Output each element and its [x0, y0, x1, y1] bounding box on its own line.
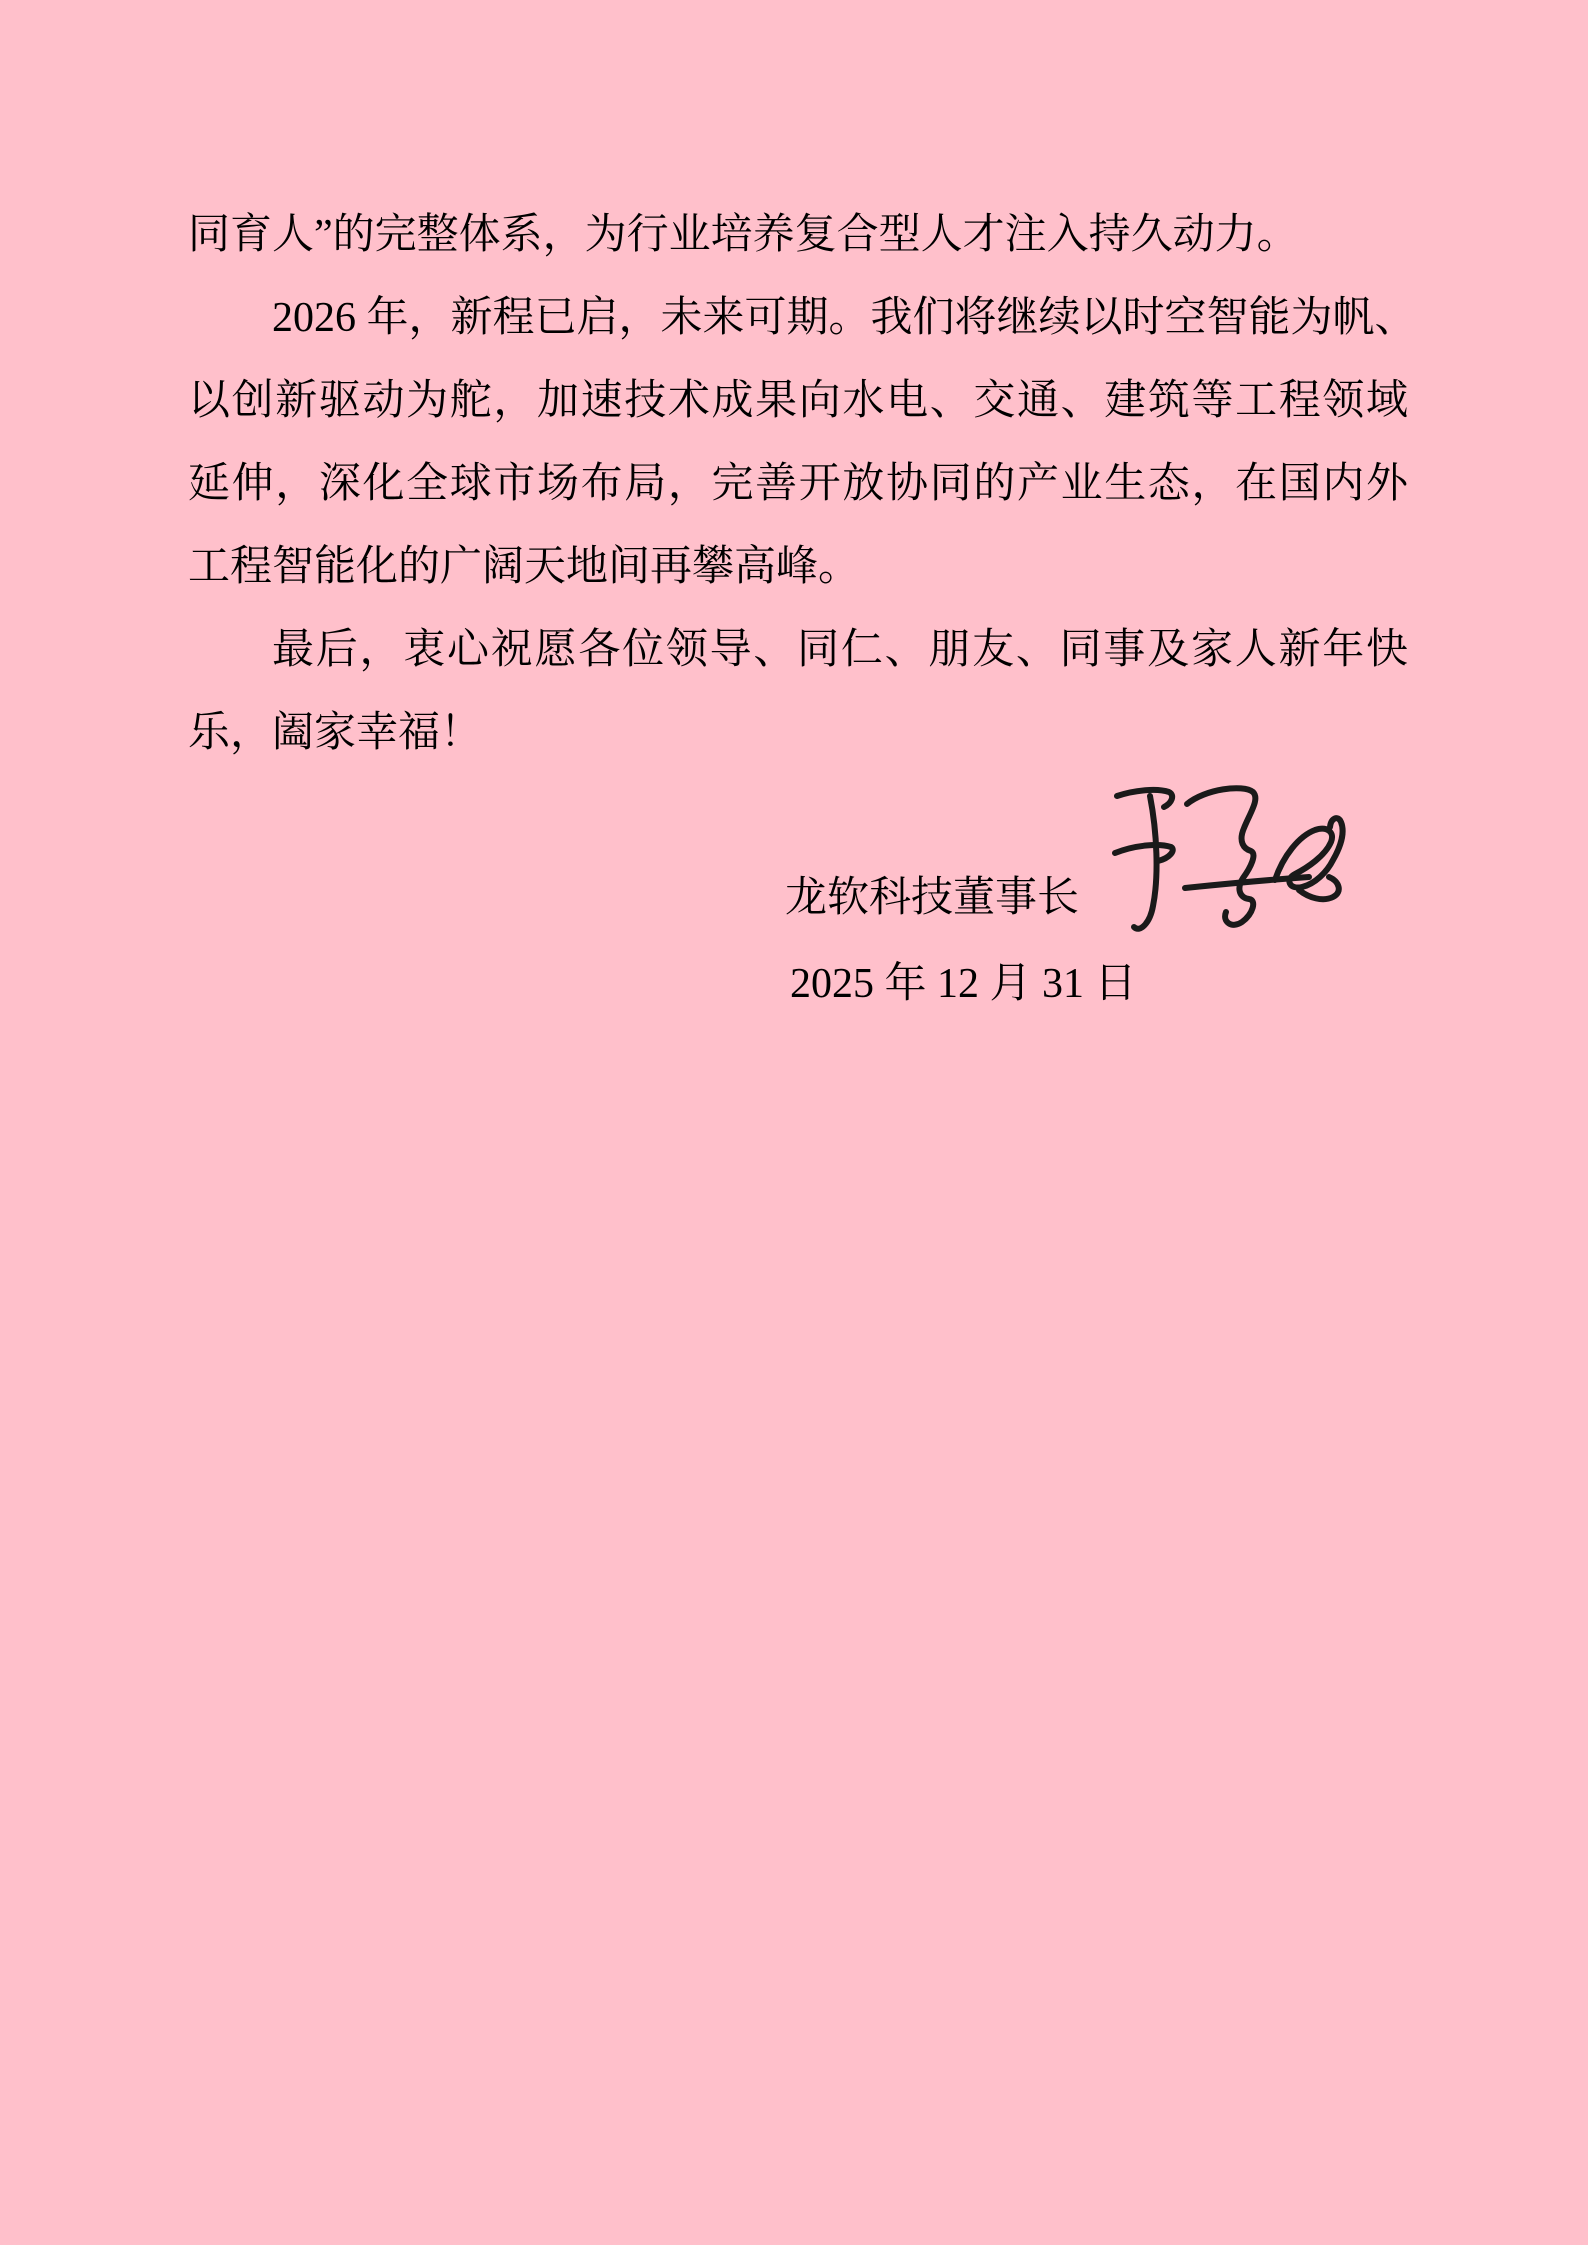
letter-line: 最后，衷心祝愿各位领导、同仁、朋友、同事及家人新年快 [272, 627, 1408, 673]
letter-line: 乐，阖家幸福！ [188, 710, 483, 756]
letter-date: 2025 年 12 月 31 日 [790, 961, 1137, 1007]
letter-line: 延伸，深化全球市场布局，完善开放协同的产业生态，在国内外 [188, 461, 1408, 507]
letter-body [188, 194, 1417, 775]
signature-title: 龙软科技董事长 [785, 875, 1080, 921]
letter-line: 同育人”的完整体系，为行业培养复合型人才注入持久动力。 [188, 212, 1299, 258]
letter-line: 2026 年，新程已启，未来可期。我们将继续以时空智能为帆、 [272, 295, 1417, 341]
handwritten-signature-icon [1103, 780, 1365, 946]
letter-line: 工程智能化的广阔天地间再攀高峰。 [188, 544, 861, 590]
letter-line: 以创新驱动为舵，加速技术成果向水电、交通、建筑等工程领域 [188, 378, 1408, 424]
